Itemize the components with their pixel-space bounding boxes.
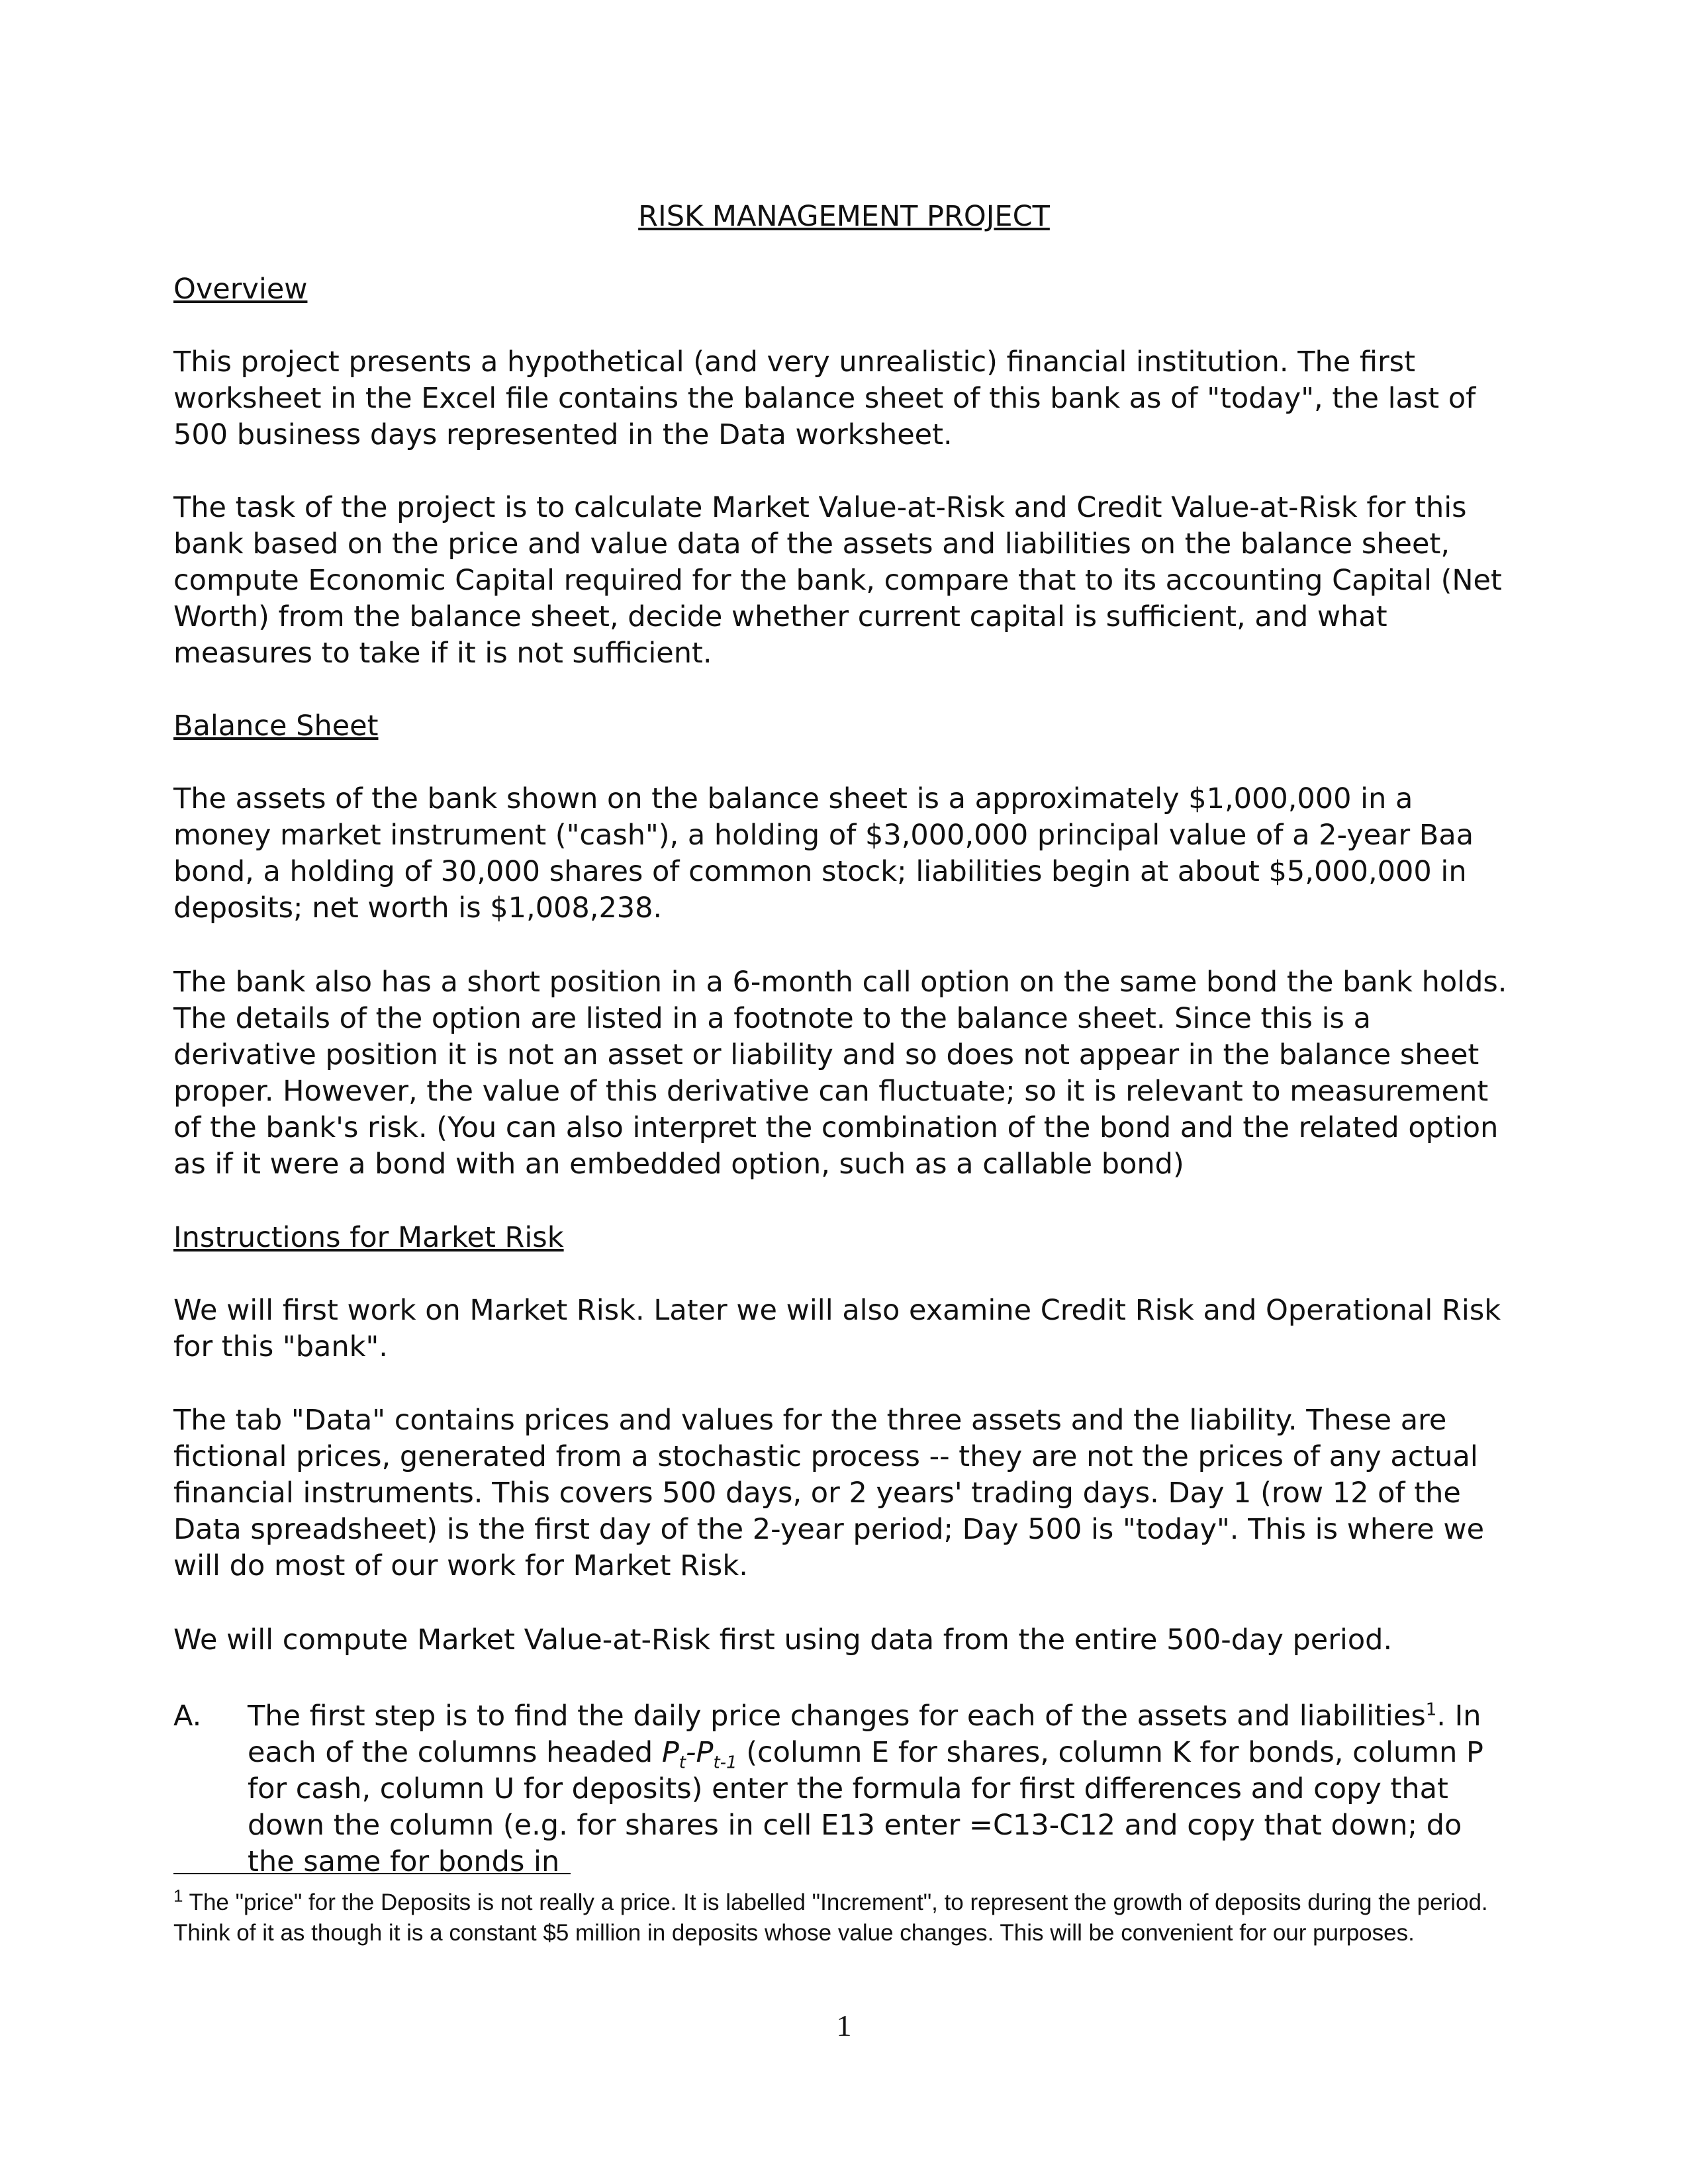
footnote-divider [173,1873,571,1874]
balance-sheet-paragraph-1: The assets of the bank shown on the balance sheet is a approximately $1,000,000 in a money market instrument ("cash"), a holding of $3,000,000 principal value of a 2-year Baa bond, a holding of 30,000 shares of common stock; liabilities begin at about $5,000,000 in deposits; net worth is $1,008,238. [173,782,1474,925]
formula-subscript-t-minus-1: t-1 [713,1752,737,1773]
balance-sheet-heading: Balance Sheet [173,709,379,743]
footnote-text: The "price" for the Deposits is not really a price. It is labelled "Increment", to represent the growth of deposits during the period. Think of it as though it is a constant $5 million in deposits whose value changes. This will be convenient for our purposes. [173,1889,1488,1946]
overview-heading: Overview [173,273,308,306]
overview-paragraph-2: The task of the project is to calculate Market Value-at-Risk and Credit Value-at-Risk for this bank based on the price and value data of the assets and liabilities on the balance sheet, compute Economic Capital required for the bank, compare that to its accounting Capital (Net Worth) from the balance sheet, decide whether current capital is sufficient, and what measures to take if it is not sufficient. [173,491,1502,670]
formula-minus: - [686,1736,696,1769]
footnote-reference: 1 [1425,1700,1437,1720]
market-risk-heading: Instructions for Market Risk [173,1221,564,1254]
market-risk-paragraph-3: We will compute Market Value-at-Risk first using data from the entire 500-day period. [173,1623,1393,1657]
balance-sheet-paragraph-2: The bank also has a short position in a 6-month call option on the same bond the bank holds. The details of the option are listed in a footnote to the balance sheet. Since this is a derivative position it is not an asset or liability and so does not appear in the balance sheet proper. However, the value of this derivative can fluctuate; so it is relevant to measurement of the bank's risk. (You can also interpret the combination of the bond and the related option as if it were a bond with an embedded option, such as a callable bond) [173,966,1507,1181]
document-title: RISK MANAGEMENT PROJECT [638,200,1050,233]
step-a-text [248,1698,1517,1880]
step-a-text-part-2: . In each of the columns headed [248,1700,1481,1769]
market-risk-paragraph-1: We will first work on Market Risk. Later we will also examine Credit Risk and Operational Risk for this "bank". [173,1294,1501,1363]
footnote-marker: 1 [173,1886,183,1906]
market-risk-paragraph-2: The tab "Data" contains prices and values for the three assets and the liability. These are fictional prices, generated from a stochastic process -- they are not the prices of any actual financial instruments. This covers 500 days, or 2 years' trading days. Day 1 (row 12 of the Data spreadsheet) is the first day of the 2-year period; Day 500 is "today". This is where we will do most of our work for Market Risk. [173,1404,1485,1582]
step-a-text-part-1: The first step is to find the daily price changes for each of the assets and liabilities [248,1700,1426,1733]
formula-subscript-t: t [679,1752,686,1773]
step-a-marker: A. [173,1700,202,1733]
overview-paragraph-1: This project presents a hypothetical (and very unrealistic) financial institution. The first worksheet in the Excel file contains the balance sheet of this bank as of "today", the last of 500 business days represented in the Data worksheet. [173,345,1476,451]
page-number: 1 [836,2009,852,2042]
formula-p-prior: P [696,1736,714,1769]
footnote [173,1888,1517,1948]
step-a-text-part-3: (column E for shares, column K for bonds, column P for cash, column U for deposits) enter the formula for first differences and copy that down the column (e.g. for shares in cell E13 enter =C13-C12 and copy that down; do the same for bonds in [248,1736,1483,1878]
formula-p: P [661,1736,679,1769]
